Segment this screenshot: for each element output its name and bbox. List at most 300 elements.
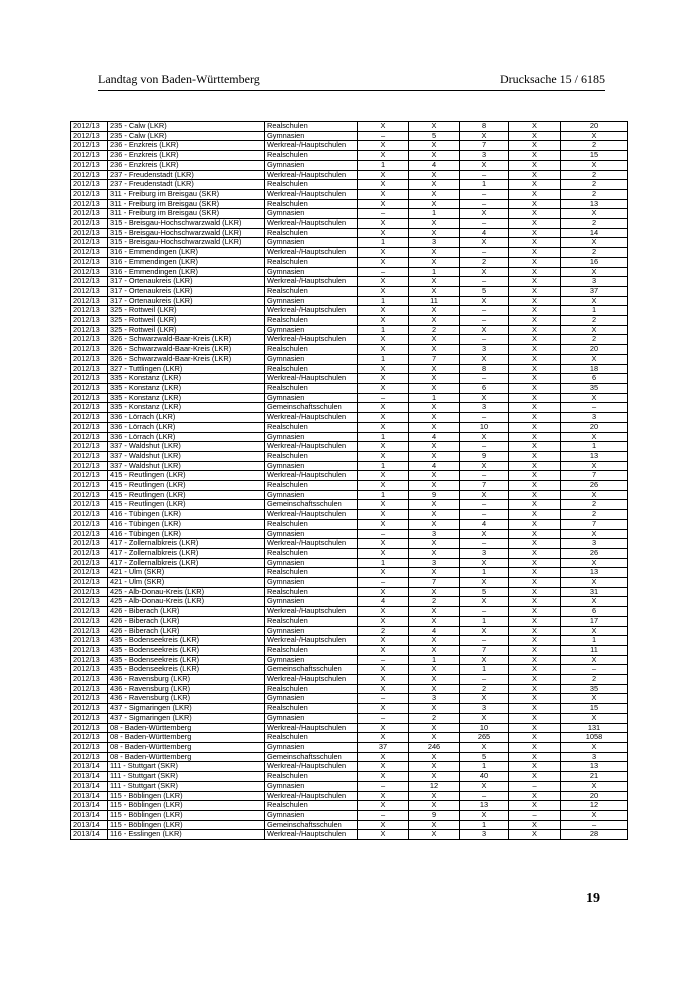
- value-cell-4: X: [509, 548, 561, 558]
- page-header: [98, 72, 605, 91]
- school-type-cell: Werkreal-/Hauptschulen: [265, 675, 358, 685]
- table-row: [71, 451, 628, 461]
- district-cell: 435 - Bodenseekreis (LKR): [108, 636, 265, 646]
- table-row: [71, 548, 628, 558]
- value-cell-5: 11: [561, 645, 628, 655]
- table-row: [71, 403, 628, 413]
- school-type-cell: Realschulen: [265, 199, 358, 209]
- value-cell-5: 2: [561, 316, 628, 326]
- school-year-cell: 2012/13: [71, 733, 108, 743]
- value-cell-1: 2: [358, 626, 409, 636]
- value-cell-5: X: [561, 296, 628, 306]
- district-cell: 417 - Zollernalbkreis (LKR): [108, 548, 265, 558]
- table-row: [71, 228, 628, 238]
- value-cell-5: 26: [561, 548, 628, 558]
- value-cell-3: X: [460, 393, 509, 403]
- value-cell-5: X: [561, 713, 628, 723]
- school-year-cell: 2012/13: [71, 189, 108, 199]
- school-type-cell: Realschulen: [265, 481, 358, 491]
- value-cell-1: X: [358, 364, 409, 374]
- value-cell-3: 3: [460, 151, 509, 161]
- table-row: [71, 209, 628, 219]
- table-row: [71, 189, 628, 199]
- value-cell-4: X: [509, 510, 561, 520]
- school-type-cell: Gymnasien: [265, 713, 358, 723]
- value-cell-4: X: [509, 704, 561, 714]
- table-row: [71, 772, 628, 782]
- value-cell-5: 16: [561, 257, 628, 267]
- district-cell: 317 - Ortenaukreis (LKR): [108, 286, 265, 296]
- district-cell: 236 - Enzkreis (LKR): [108, 160, 265, 170]
- table-row: [71, 364, 628, 374]
- table-row: [71, 393, 628, 403]
- school-year-cell: 2012/13: [71, 723, 108, 733]
- school-year-cell: 2012/13: [71, 209, 108, 219]
- value-cell-3: X: [460, 743, 509, 753]
- school-type-cell: Werkreal-/Hauptschulen: [265, 277, 358, 287]
- value-cell-5: 13: [561, 568, 628, 578]
- value-cell-2: X: [409, 248, 460, 258]
- value-cell-2: X: [409, 403, 460, 413]
- school-year-cell: 2012/13: [71, 238, 108, 248]
- value-cell-4: X: [509, 335, 561, 345]
- school-year-cell: 2012/13: [71, 296, 108, 306]
- value-cell-4: X: [509, 820, 561, 830]
- school-type-cell: Realschulen: [265, 587, 358, 597]
- district-cell: 426 - Biberach (LKR): [108, 616, 265, 626]
- value-cell-3: X: [460, 354, 509, 364]
- value-cell-3: 10: [460, 723, 509, 733]
- value-cell-5: 13: [561, 199, 628, 209]
- table-row: [71, 704, 628, 714]
- value-cell-1: 1: [358, 296, 409, 306]
- table-row: [71, 665, 628, 675]
- value-cell-3: –: [460, 277, 509, 287]
- value-cell-3: 265: [460, 733, 509, 743]
- district-cell: 415 - Reutlingen (LKR): [108, 471, 265, 481]
- value-cell-3: X: [460, 296, 509, 306]
- value-cell-5: 2: [561, 500, 628, 510]
- table-row: [71, 510, 628, 520]
- value-cell-5: 31: [561, 587, 628, 597]
- school-type-cell: Werkreal-/Hauptschulen: [265, 510, 358, 520]
- table-row: [71, 286, 628, 296]
- value-cell-3: 7: [460, 141, 509, 151]
- value-cell-1: 1: [358, 558, 409, 568]
- value-cell-2: X: [409, 219, 460, 229]
- school-type-cell: Realschulen: [265, 684, 358, 694]
- school-type-cell: Gemeinschaftsschulen: [265, 752, 358, 762]
- district-cell: 416 - Tübingen (LKR): [108, 529, 265, 539]
- value-cell-3: –: [460, 442, 509, 452]
- value-cell-3: 5: [460, 286, 509, 296]
- school-year-cell: 2012/13: [71, 219, 108, 229]
- value-cell-1: X: [358, 723, 409, 733]
- district-cell: 317 - Ortenaukreis (LKR): [108, 296, 265, 306]
- value-cell-4: X: [509, 490, 561, 500]
- value-cell-5: 1058: [561, 733, 628, 743]
- table-row: [71, 160, 628, 170]
- school-year-cell: 2012/13: [71, 354, 108, 364]
- value-cell-4: X: [509, 393, 561, 403]
- value-cell-4: X: [509, 733, 561, 743]
- value-cell-5: 7: [561, 471, 628, 481]
- school-type-cell: Gymnasien: [265, 296, 358, 306]
- value-cell-1: X: [358, 374, 409, 384]
- value-cell-3: 8: [460, 122, 509, 132]
- value-cell-1: X: [358, 248, 409, 258]
- value-cell-5: 12: [561, 801, 628, 811]
- value-cell-3: –: [460, 471, 509, 481]
- value-cell-4: X: [509, 432, 561, 442]
- value-cell-1: X: [358, 451, 409, 461]
- value-cell-4: –: [509, 781, 561, 791]
- table-row: [71, 820, 628, 830]
- table-row: [71, 267, 628, 277]
- value-cell-5: 2: [561, 675, 628, 685]
- value-cell-1: 4: [358, 597, 409, 607]
- school-type-cell: Gymnasien: [265, 238, 358, 248]
- school-type-cell: Realschulen: [265, 616, 358, 626]
- table-row: [71, 481, 628, 491]
- value-cell-4: X: [509, 374, 561, 384]
- value-cell-4: X: [509, 645, 561, 655]
- table-row: [71, 519, 628, 529]
- table-row: [71, 122, 628, 132]
- district-cell: 421 - Ulm (SKR): [108, 568, 265, 578]
- value-cell-5: 20: [561, 122, 628, 132]
- school-type-cell: Werkreal-/Hauptschulen: [265, 539, 358, 549]
- value-cell-5: 2: [561, 180, 628, 190]
- district-cell: 435 - Bodenseekreis (LKR): [108, 665, 265, 675]
- value-cell-3: 3: [460, 345, 509, 355]
- value-cell-1: –: [358, 810, 409, 820]
- school-type-cell: Werkreal-/Hauptschulen: [265, 170, 358, 180]
- value-cell-2: X: [409, 684, 460, 694]
- table-row: [71, 675, 628, 685]
- district-cell: 435 - Bodenseekreis (LKR): [108, 645, 265, 655]
- value-cell-4: X: [509, 568, 561, 578]
- value-cell-3: 4: [460, 228, 509, 238]
- district-cell: 325 - Rottweil (LKR): [108, 306, 265, 316]
- district-cell: 435 - Bodenseekreis (LKR): [108, 655, 265, 665]
- value-cell-3: 1: [460, 762, 509, 772]
- table-row: [71, 694, 628, 704]
- value-cell-3: X: [460, 655, 509, 665]
- value-cell-5: X: [561, 558, 628, 568]
- value-cell-1: X: [358, 752, 409, 762]
- value-cell-2: X: [409, 383, 460, 393]
- value-cell-4: X: [509, 655, 561, 665]
- school-year-cell: 2012/13: [71, 403, 108, 413]
- school-year-cell: 2012/13: [71, 413, 108, 423]
- value-cell-5: 15: [561, 151, 628, 161]
- value-cell-2: 3: [409, 694, 460, 704]
- district-cell: 08 - Baden-Württemberg: [108, 733, 265, 743]
- value-cell-4: X: [509, 791, 561, 801]
- table-row: [71, 810, 628, 820]
- value-cell-2: X: [409, 451, 460, 461]
- value-cell-2: 7: [409, 354, 460, 364]
- value-cell-3: –: [460, 170, 509, 180]
- value-cell-4: X: [509, 122, 561, 132]
- school-year-cell: 2012/13: [71, 616, 108, 626]
- value-cell-2: X: [409, 752, 460, 762]
- school-type-cell: Realschulen: [265, 316, 358, 326]
- table-row: [71, 743, 628, 753]
- school-type-cell: Gymnasien: [265, 461, 358, 471]
- school-type-cell: Realschulen: [265, 228, 358, 238]
- school-year-cell: 2012/13: [71, 743, 108, 753]
- school-type-cell: Gemeinschaftsschulen: [265, 665, 358, 675]
- district-cell: 337 - Waldshut (LKR): [108, 461, 265, 471]
- value-cell-4: X: [509, 422, 561, 432]
- value-cell-5: X: [561, 694, 628, 704]
- table-row: [71, 500, 628, 510]
- district-cell: 335 - Konstanz (LKR): [108, 393, 265, 403]
- value-cell-5: 7: [561, 519, 628, 529]
- value-cell-4: X: [509, 277, 561, 287]
- school-type-cell: Gymnasien: [265, 131, 358, 141]
- value-cell-2: X: [409, 665, 460, 675]
- value-cell-5: 131: [561, 723, 628, 733]
- value-cell-2: X: [409, 519, 460, 529]
- district-cell: 437 - Sigmaringen (LKR): [108, 713, 265, 723]
- value-cell-2: X: [409, 723, 460, 733]
- value-cell-1: 1: [358, 490, 409, 500]
- value-cell-3: –: [460, 510, 509, 520]
- value-cell-2: X: [409, 141, 460, 151]
- value-cell-3: 7: [460, 645, 509, 655]
- value-cell-5: 2: [561, 219, 628, 229]
- school-year-cell: 2012/13: [71, 306, 108, 316]
- value-cell-1: X: [358, 820, 409, 830]
- value-cell-2: 1: [409, 267, 460, 277]
- school-year-cell: 2012/13: [71, 335, 108, 345]
- value-cell-3: 1: [460, 616, 509, 626]
- value-cell-4: X: [509, 209, 561, 219]
- value-cell-3: 3: [460, 830, 509, 840]
- table-row: [71, 141, 628, 151]
- value-cell-2: 4: [409, 626, 460, 636]
- value-cell-3: 13: [460, 801, 509, 811]
- school-type-cell: Realschulen: [265, 548, 358, 558]
- district-cell: 115 - Böblingen (LKR): [108, 810, 265, 820]
- value-cell-5: 18: [561, 364, 628, 374]
- value-cell-2: X: [409, 151, 460, 161]
- table-row: [71, 306, 628, 316]
- district-cell: 111 - Stuttgart (SKR): [108, 762, 265, 772]
- school-year-cell: 2012/13: [71, 636, 108, 646]
- district-cell: 425 - Alb-Donau-Kreis (LKR): [108, 597, 265, 607]
- school-type-cell: Werkreal-/Hauptschulen: [265, 141, 358, 151]
- school-type-cell: Realschulen: [265, 519, 358, 529]
- school-type-cell: Werkreal-/Hauptschulen: [265, 189, 358, 199]
- district-cell: 08 - Baden-Württemberg: [108, 723, 265, 733]
- value-cell-5: 2: [561, 170, 628, 180]
- table-row: [71, 257, 628, 267]
- value-cell-2: X: [409, 801, 460, 811]
- value-cell-4: X: [509, 199, 561, 209]
- value-cell-2: X: [409, 645, 460, 655]
- district-cell: 416 - Tübingen (LKR): [108, 519, 265, 529]
- value-cell-5: 17: [561, 616, 628, 626]
- value-cell-4: X: [509, 684, 561, 694]
- value-cell-4: X: [509, 801, 561, 811]
- value-cell-3: 1: [460, 180, 509, 190]
- value-cell-4: X: [509, 500, 561, 510]
- value-cell-2: 1: [409, 393, 460, 403]
- school-year-cell: 2013/14: [71, 791, 108, 801]
- district-cell: 336 - Lörrach (LKR): [108, 413, 265, 423]
- school-type-cell: Werkreal-/Hauptschulen: [265, 374, 358, 384]
- value-cell-4: X: [509, 189, 561, 199]
- school-type-cell: Realschulen: [265, 180, 358, 190]
- value-cell-5: 6: [561, 374, 628, 384]
- district-cell: 08 - Baden-Württemberg: [108, 752, 265, 762]
- value-cell-2: X: [409, 636, 460, 646]
- school-year-cell: 2012/13: [71, 199, 108, 209]
- district-cell: 111 - Stuttgart (SKR): [108, 772, 265, 782]
- value-cell-1: X: [358, 151, 409, 161]
- value-cell-3: –: [460, 199, 509, 209]
- value-cell-5: 14: [561, 228, 628, 238]
- value-cell-1: X: [358, 403, 409, 413]
- school-year-cell: 2012/13: [71, 704, 108, 714]
- school-year-cell: 2013/14: [71, 820, 108, 830]
- value-cell-1: X: [358, 286, 409, 296]
- value-cell-4: X: [509, 675, 561, 685]
- value-cell-5: 3: [561, 277, 628, 287]
- school-year-cell: 2012/13: [71, 490, 108, 500]
- value-cell-2: X: [409, 539, 460, 549]
- district-cell: 415 - Reutlingen (LKR): [108, 481, 265, 491]
- value-cell-5: 3: [561, 752, 628, 762]
- district-cell: 436 - Ravensburg (LKR): [108, 694, 265, 704]
- table-row: [71, 325, 628, 335]
- value-cell-3: X: [460, 209, 509, 219]
- value-cell-3: X: [460, 160, 509, 170]
- school-type-cell: Gymnasien: [265, 354, 358, 364]
- value-cell-4: X: [509, 219, 561, 229]
- district-cell: 235 - Calw (LKR): [108, 122, 265, 132]
- school-type-cell: Werkreal-/Hauptschulen: [265, 442, 358, 452]
- value-cell-1: –: [358, 655, 409, 665]
- value-cell-3: –: [460, 607, 509, 617]
- value-cell-1: X: [358, 199, 409, 209]
- value-cell-2: 4: [409, 160, 460, 170]
- school-year-cell: 2012/13: [71, 626, 108, 636]
- table-row: [71, 616, 628, 626]
- value-cell-2: X: [409, 413, 460, 423]
- value-cell-3: 1: [460, 568, 509, 578]
- value-cell-1: –: [358, 393, 409, 403]
- school-type-cell: Werkreal-/Hauptschulen: [265, 791, 358, 801]
- value-cell-4: X: [509, 616, 561, 626]
- school-year-cell: 2012/13: [71, 374, 108, 384]
- table-row: [71, 830, 628, 840]
- value-cell-2: X: [409, 704, 460, 714]
- header-document-number: Drucksache 15 / 6185: [500, 72, 605, 86]
- value-cell-1: X: [358, 141, 409, 151]
- table-row: [71, 762, 628, 772]
- value-cell-4: X: [509, 752, 561, 762]
- value-cell-3: 3: [460, 704, 509, 714]
- value-cell-1: –: [358, 781, 409, 791]
- school-type-cell: Gymnasien: [265, 209, 358, 219]
- school-year-cell: 2012/13: [71, 713, 108, 723]
- value-cell-5: X: [561, 597, 628, 607]
- district-cell: 116 - Esslingen (LKR): [108, 830, 265, 840]
- value-cell-5: 28: [561, 830, 628, 840]
- school-year-cell: 2012/13: [71, 684, 108, 694]
- district-cell: 326 - Schwarzwald-Baar-Kreis (LKR): [108, 354, 265, 364]
- school-year-cell: 2012/13: [71, 180, 108, 190]
- school-type-cell: Gymnasien: [265, 597, 358, 607]
- school-year-cell: 2012/13: [71, 752, 108, 762]
- value-cell-3: –: [460, 675, 509, 685]
- value-cell-3: –: [460, 500, 509, 510]
- value-cell-4: X: [509, 762, 561, 772]
- value-cell-2: X: [409, 228, 460, 238]
- school-type-cell: Gymnasien: [265, 655, 358, 665]
- value-cell-1: X: [358, 568, 409, 578]
- value-cell-4: X: [509, 578, 561, 588]
- value-cell-1: X: [358, 481, 409, 491]
- value-cell-2: X: [409, 180, 460, 190]
- school-year-cell: 2012/13: [71, 422, 108, 432]
- value-cell-2: X: [409, 199, 460, 209]
- value-cell-4: X: [509, 286, 561, 296]
- school-year-cell: 2013/14: [71, 801, 108, 811]
- value-cell-3: 3: [460, 548, 509, 558]
- value-cell-3: X: [460, 461, 509, 471]
- school-type-cell: Realschulen: [265, 801, 358, 811]
- value-cell-5: 2: [561, 189, 628, 199]
- value-cell-4: X: [509, 345, 561, 355]
- value-cell-3: –: [460, 248, 509, 258]
- value-cell-3: –: [460, 791, 509, 801]
- district-cell: 115 - Böblingen (LKR): [108, 791, 265, 801]
- school-type-cell: Werkreal-/Hauptschulen: [265, 762, 358, 772]
- value-cell-2: X: [409, 548, 460, 558]
- value-cell-4: X: [509, 325, 561, 335]
- school-year-cell: 2012/13: [71, 655, 108, 665]
- value-cell-1: X: [358, 539, 409, 549]
- value-cell-4: X: [509, 442, 561, 452]
- value-cell-1: X: [358, 442, 409, 452]
- school-year-cell: 2012/13: [71, 587, 108, 597]
- value-cell-2: X: [409, 442, 460, 452]
- value-cell-3: 4: [460, 519, 509, 529]
- value-cell-2: X: [409, 374, 460, 384]
- statistics-table: [70, 121, 628, 840]
- table-row: [71, 335, 628, 345]
- school-type-cell: Gemeinschaftsschulen: [265, 500, 358, 510]
- district-cell: 111 - Stuttgart (SKR): [108, 781, 265, 791]
- value-cell-4: X: [509, 403, 561, 413]
- school-type-cell: Gymnasien: [265, 810, 358, 820]
- value-cell-4: X: [509, 461, 561, 471]
- district-cell: 316 - Emmendingen (LKR): [108, 257, 265, 267]
- district-cell: 311 - Freiburg im Breisgau (SKR): [108, 199, 265, 209]
- value-cell-5: 6: [561, 607, 628, 617]
- school-year-cell: 2012/13: [71, 645, 108, 655]
- value-cell-2: X: [409, 481, 460, 491]
- value-cell-3: X: [460, 694, 509, 704]
- value-cell-3: X: [460, 131, 509, 141]
- table-row: [71, 578, 628, 588]
